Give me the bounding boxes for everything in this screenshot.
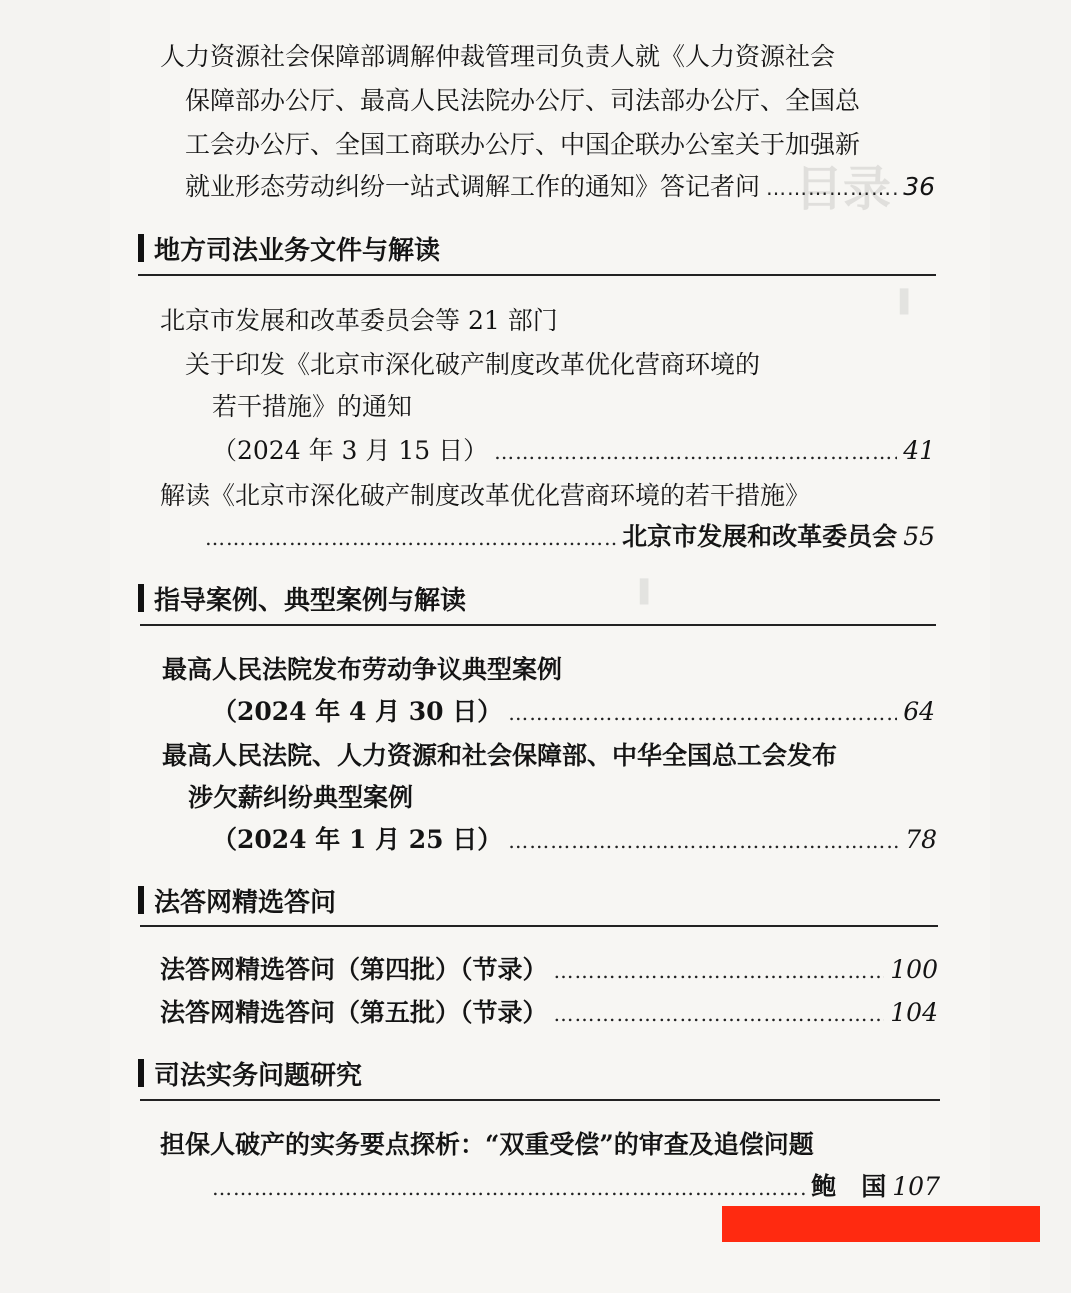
section-rule <box>140 624 936 626</box>
section-rule <box>140 1099 940 1101</box>
page-number: 64 <box>903 697 935 726</box>
toc-entry-5-line-1: 最高人民法院、人力资源和社会保障部、中华全国总工会发布 <box>162 741 838 770</box>
toc-entry-1-last-line <box>185 172 935 203</box>
toc-entry-5-date-line <box>212 825 937 856</box>
page-number: 78 <box>905 825 937 854</box>
toc-entry-1-line-4: 就业形态劳动纠纷一站式调解工作的通知》答记者问 <box>185 172 761 201</box>
leader-dots <box>494 437 897 467</box>
section-marker <box>138 1059 144 1087</box>
toc-entry-4-line-1: 最高人民法院发布劳动争议典型案例 <box>162 655 563 684</box>
toc-entry-1-line-1: 人力资源社会保障部调解仲裁管理司负责人就《人力资源社会 <box>160 42 836 71</box>
section-marker <box>138 234 144 262</box>
toc-entry-6 <box>160 955 938 986</box>
toc-entry-2-date: （2024 年 3 月 15 日） <box>212 436 489 465</box>
leader-dots <box>766 173 897 203</box>
leader-dots <box>205 523 616 553</box>
toc-entry-1-line-2: 保障部办公厅、最高人民法院办公厅、司法部办公厅、全国总 <box>185 86 861 115</box>
section-heading-cases <box>138 578 938 618</box>
leader-dots <box>554 999 885 1029</box>
section-title: 司法实务问题研究 <box>154 1060 363 1091</box>
leader-dots <box>554 956 885 986</box>
toc-entry-3-line-1: 解读《北京市深化破产制度改革优化营商环境的若干措施》 <box>160 481 811 510</box>
page-number: 41 <box>903 436 935 465</box>
toc-entry-2-line-1: 关于印发《北京市深化破产制度改革优化营商环境的 <box>185 350 761 379</box>
page-number: 104 <box>890 998 938 1027</box>
page-number: 36 <box>903 172 935 201</box>
toc-entry-8-author: 鲍 国 <box>811 1172 887 1201</box>
toc-entry-6-title: 法答网精选答问（第四批）（节录） <box>160 955 548 984</box>
toc-entry-1-line-3: 工会办公厅、全国工商联办公厅、中国企联办公室关于加强新 <box>185 130 861 159</box>
toc-entry-4-date: （2024 年 4 月 30 日） <box>212 697 503 726</box>
leader-dots <box>212 1173 805 1203</box>
section-rule <box>138 274 936 276</box>
toc-entry-8-line-1: 担保人破产的实务要点探析：“双重受偿”的审查及追偿问题 <box>160 1130 814 1159</box>
section-heading-practice <box>138 1053 938 1093</box>
toc-entry-7-title: 法答网精选答问（第五批）（节录） <box>160 998 548 1027</box>
leader-dots <box>508 698 897 728</box>
section-heading-local-judicial <box>138 228 938 268</box>
section-rule <box>140 925 938 927</box>
leader-dots <box>508 826 899 856</box>
section-title: 法答网精选答问 <box>154 887 337 918</box>
toc-entry-5-line-2: 涉欠薪纠纷典型案例 <box>188 783 414 812</box>
section-title: 指导案例、典型案例与解读 <box>154 585 467 616</box>
page-number: 107 <box>892 1172 940 1201</box>
section-marker <box>138 584 144 612</box>
toc-entry-3-author: 北京市发展和改革委员会 <box>622 522 898 551</box>
toc-entry-8-author-line <box>212 1172 940 1203</box>
section-marker <box>138 886 144 914</box>
section-heading-fadawang <box>138 880 938 920</box>
toc-entry-5-date: （2024 年 1 月 25 日） <box>212 825 503 854</box>
redaction-bar <box>722 1206 1040 1242</box>
toc-entry-2-issuer: 北京市发展和改革委员会等 21 部门 <box>160 306 558 335</box>
toc-entry-4-date-line <box>212 697 935 728</box>
page-number: 100 <box>890 955 938 984</box>
toc-entry-2-line-2: 若干措施》的通知 <box>212 392 413 421</box>
toc-entry-3-author-line <box>205 522 935 553</box>
section-title: 地方司法业务文件与解读 <box>154 235 441 266</box>
toc-entry-2-date-line <box>212 436 935 467</box>
toc-entry-7 <box>160 998 938 1029</box>
page-number: 55 <box>903 522 935 551</box>
